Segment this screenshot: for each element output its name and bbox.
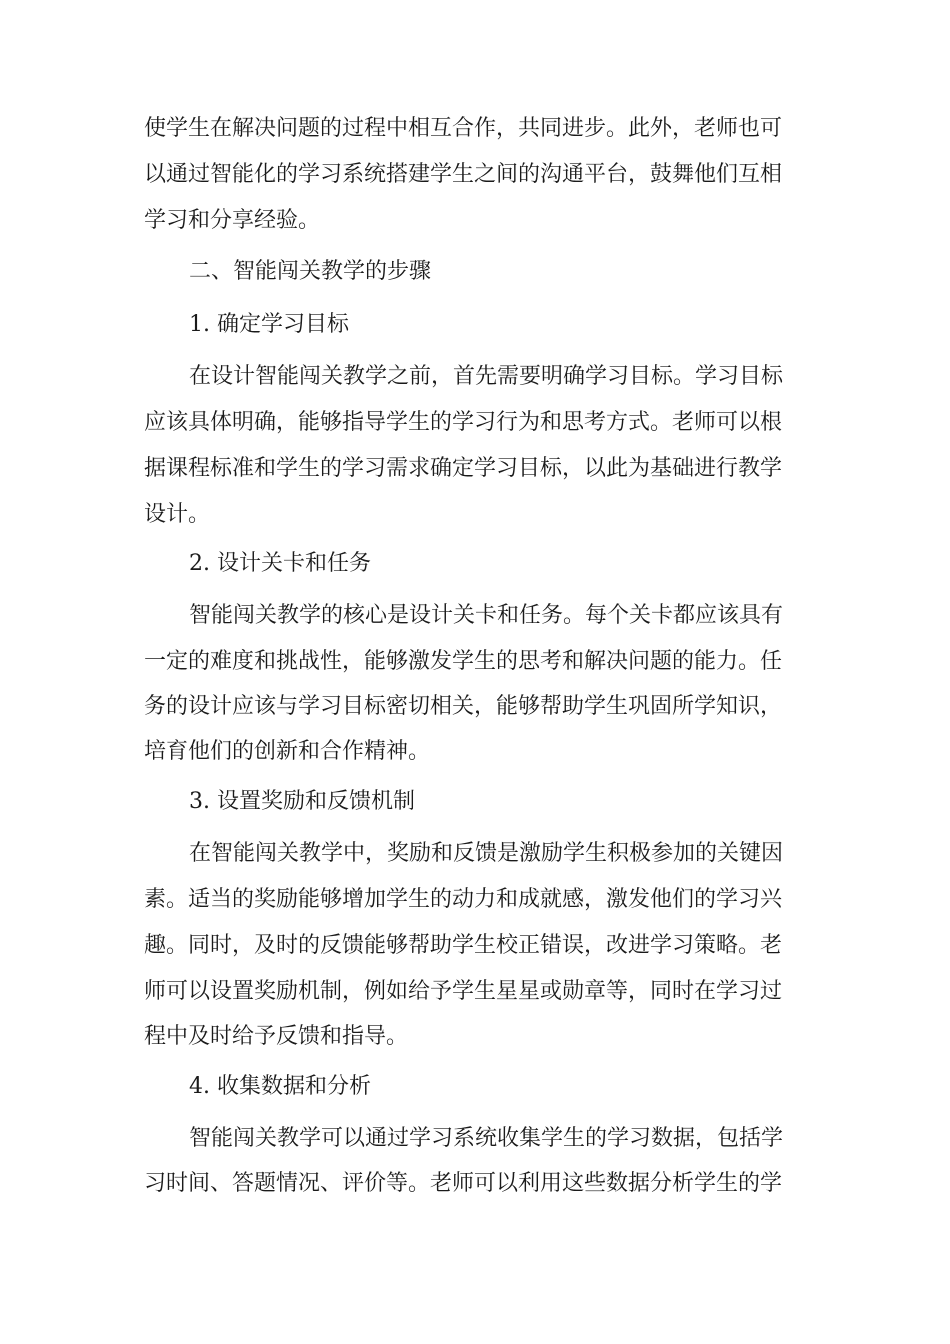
intro-line-3: 学习和分享经验。 [144, 208, 321, 233]
step3-line-3: 趣。同时，及时的反馈能够帮助学生校正错误，改进学习策略。老 [144, 933, 783, 958]
section-heading: 二、智能闯关教学的步骤 [189, 259, 432, 284]
step3-line-2: 素。适当的奖励能够增加学生的动力和成就感，激发他们的学习兴 [144, 887, 783, 912]
step1-line-3: 据课程标准和学生的学习需求确定学习目标，以此为基础进行教学 [144, 456, 783, 481]
intro-line-2: 以通过智能化的学习系统搭建学生之间的沟通平台，鼓舞他们互相 [144, 162, 783, 187]
step3-line-1: 在智能闯关教学中，奖励和反馈是激励学生积极参加的关键因 [189, 841, 784, 866]
step4-line-2: 习时间、答题情况、评价等。老师可以利用这些数据分析学生的学 [144, 1171, 783, 1196]
intro-line-1: 使学生在解决问题的过程中相互合作，共同进步。此外，老师也可 [144, 116, 783, 141]
step2-line-4: 培育他们的创新和合作精神。 [144, 739, 431, 764]
step4-line-1: 智能闯关教学可以通过学习系统收集学生的学习数据，包括学 [189, 1126, 784, 1151]
step2-line-3: 务的设计应该与学习目标密切相关，能够帮助学生巩固所学知识， [144, 694, 783, 719]
step3-heading: 3. 设置奖励和反馈机制 [189, 789, 415, 814]
step3-line-4: 师可以设置奖励机制，例如给予学生星星或勋章等，同时在学习过 [144, 979, 783, 1004]
step1-line-4: 设计。 [144, 502, 211, 527]
step2-heading: 2. 设计关卡和任务 [189, 551, 371, 576]
step2-line-1: 智能闯关教学的核心是设计关卡和任务。每个关卡都应该具有 [189, 603, 784, 628]
step2-line-2: 一定的难度和挑战性，能够激发学生的思考和解决问题的能力。任 [144, 649, 783, 674]
step4-heading: 4. 收集数据和分析 [189, 1074, 371, 1099]
step1-heading: 1. 确定学习目标 [189, 312, 349, 337]
step3-line-5: 程中及时给予反馈和指导。 [144, 1024, 409, 1049]
step1-line-1: 在设计智能闯关教学之前，首先需要明确学习目标。学习目标 [189, 364, 784, 389]
step1-line-2: 应该具体明确，能够指导学生的学习行为和思考方式。老师可以根 [144, 410, 783, 435]
